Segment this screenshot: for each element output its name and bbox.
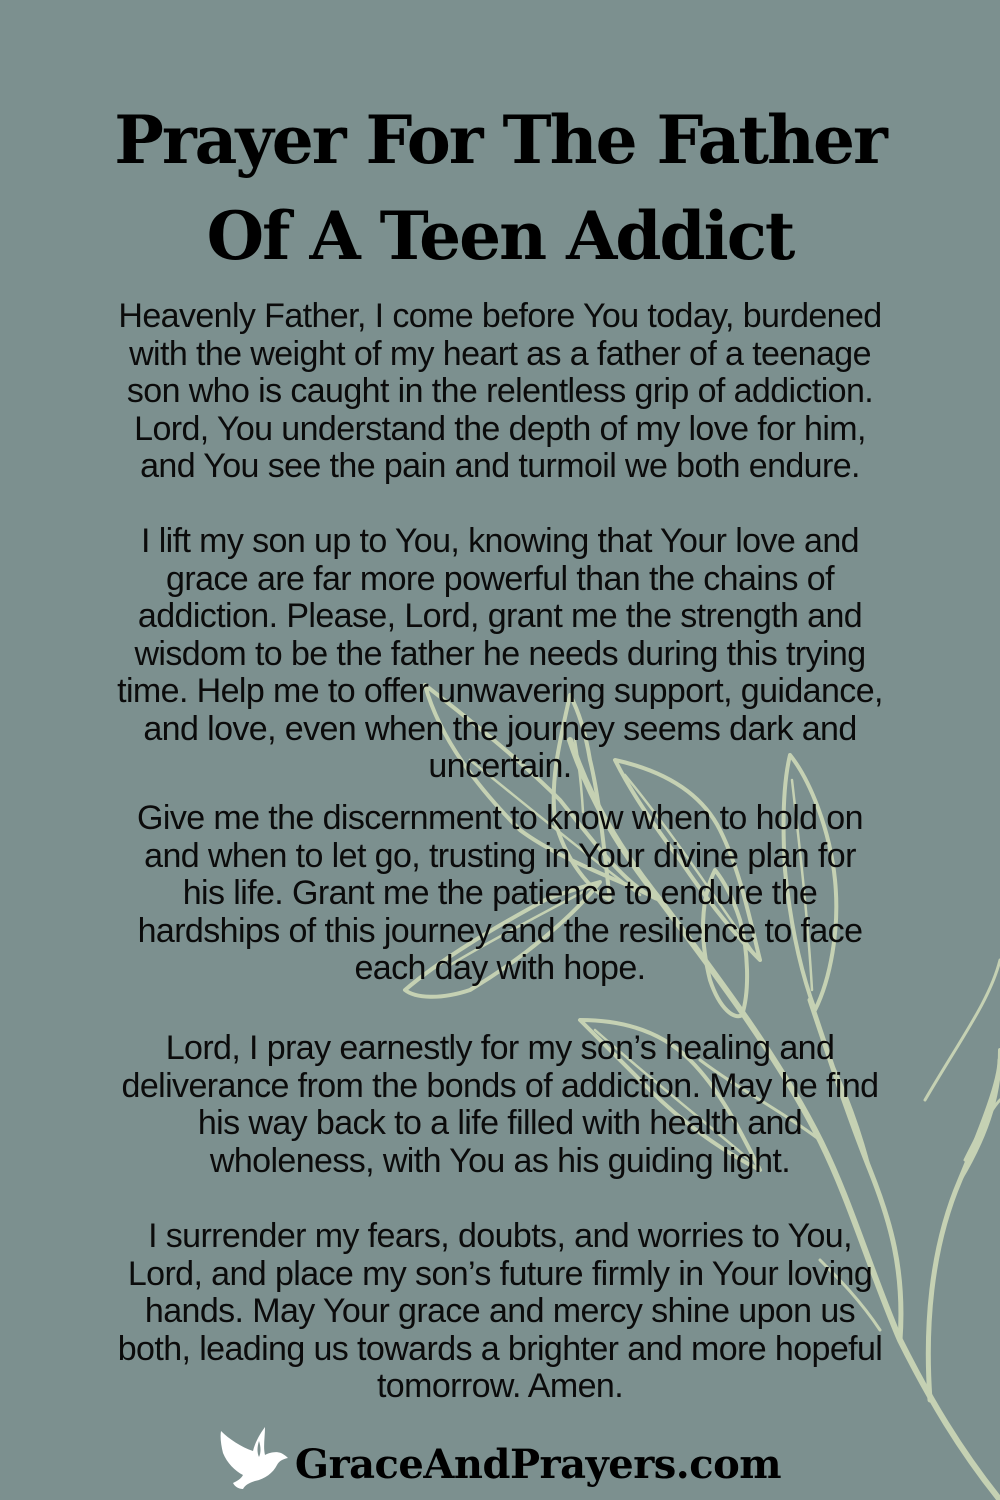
page-title [0, 92, 1000, 284]
text-line: each day with hope. [354, 949, 646, 987]
text-line: hardships of this journey and the resilience to face [137, 911, 863, 950]
text-line: Lord, I pray earnestly for my son’s healing and [165, 1029, 835, 1067]
text-line: tomorrow. Amen. [376, 1367, 624, 1405]
text-line: wholeness, with You as his guiding light. [209, 1141, 791, 1180]
site-footer [0, 1425, 1000, 1495]
text-line: and You see the pain and turmoil we both endure. [140, 447, 860, 485]
prayer-paragraph-3 [30, 800, 970, 988]
dove-icon [219, 1425, 289, 1491]
prayer-paragraph-4 [30, 1030, 970, 1180]
text-line: his way back to a life filled with health and [197, 1104, 803, 1142]
prayer-paragraph-5 [30, 1218, 970, 1406]
text-line: both, leading us towards a brighter and more hopeful [117, 1329, 883, 1368]
text-line: time. Help me to offer unwavering support, guidance, [117, 672, 883, 710]
text-line: Lord, You understand the depth of my love for him, [134, 409, 866, 448]
title-line: Prayer For The Father [114, 101, 886, 179]
text-line: addiction. Please, Lord, grant me the strength and [137, 597, 863, 635]
text-line: hands. May Your grace and mercy shine upon us [144, 1292, 856, 1330]
text-line: Give me the discernment to know when to hold on [137, 799, 863, 837]
text-line: and when to let go, trusting in Your divine plan for [144, 836, 856, 875]
site-name: GraceAndPrayers.com [294, 1440, 782, 1488]
text-line: Heavenly Father, I come before You today, burdened [118, 297, 882, 335]
text-line: grace are far more powerful than the chains of [166, 559, 834, 598]
text-line: wisdom to be the father he needs during this trying [134, 634, 866, 673]
title-line: Of A Teen Addict [206, 197, 794, 275]
text-line: and love, even when the journey seems dark and [143, 709, 857, 748]
text-line: his life. Grant me the patience to endure the [182, 874, 818, 912]
text-line: I lift my son up to You, knowing that Your love and [141, 522, 859, 560]
text-line: with the weight of my heart as a father of a teenage [129, 334, 871, 373]
prayer-paragraph-2 [30, 523, 970, 786]
text-line: son who is caught in the relentless grip of addiction. [126, 372, 874, 410]
text-line: Lord, and place my son’s future firmly in Your loving [127, 1254, 873, 1293]
text-line: deliverance from the bonds of addiction. May he find [121, 1066, 879, 1105]
text-line: uncertain. [428, 747, 572, 785]
prayer-paragraph-1 [30, 298, 970, 486]
text-line: I surrender my fears, doubts, and worries to You, [148, 1217, 852, 1255]
